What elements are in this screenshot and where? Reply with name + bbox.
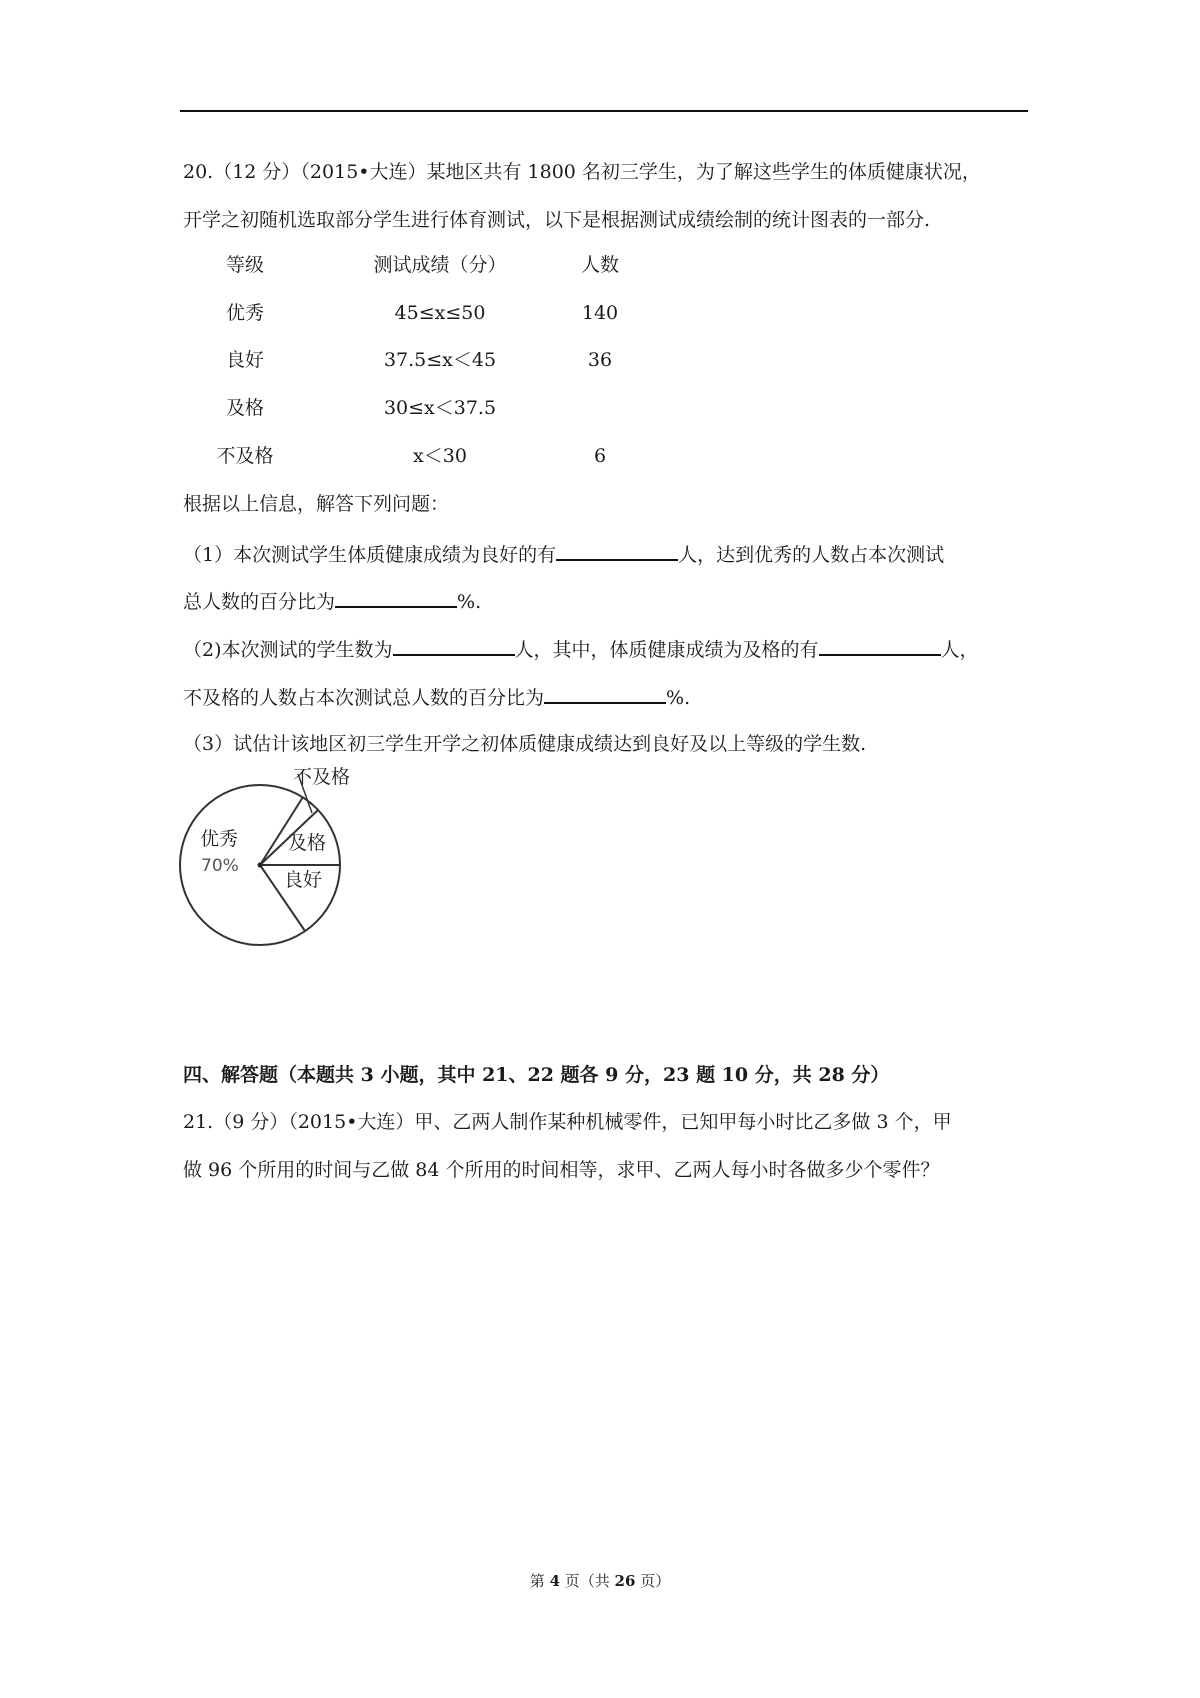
pie-label-excellent: 优秀 (200, 828, 239, 850)
footer-middle: 页（共 (560, 1572, 615, 1590)
table-cell: 不及格 (216, 445, 274, 467)
footer-suffix: 页） (635, 1572, 671, 1590)
q20-part2-text-d: 不及格的人数占本次测试总人数的百分比为 (183, 687, 545, 709)
q20-part1-line1 (183, 541, 944, 567)
footer-page-number: 4 (549, 1572, 560, 1590)
q20-part1-text-b: 人，达到优秀的人数占本次测试 (678, 544, 945, 566)
table-cell: 及格 (225, 397, 264, 419)
header-rule (180, 110, 1028, 112)
pie-label-fail: 不及格 (293, 766, 351, 788)
table-header-score: 测试成绩（分） (373, 254, 507, 276)
q20-part3: （3）试估计该地区初三学生开学之初体质健康成绩达到良好及以上等级的学生数. (183, 733, 867, 755)
table-cell: 45≤x≤50 (394, 302, 486, 324)
table-cell: 30≤x＜37.5 (383, 397, 497, 419)
answer-blank (544, 684, 666, 704)
q21-line2: 做 96 个所用的时间与乙做 84 个所用的时间相等，求甲、乙两人每小时各做多少个零件？ (183, 1159, 940, 1181)
answer-blank (819, 636, 941, 656)
footer-prefix: 第 (529, 1572, 550, 1590)
q20-part2-text-b: 人，其中，体质健康成绩为及格的有 (514, 639, 819, 661)
table-cell: 良好 (225, 349, 264, 371)
q20-part2-line2 (183, 684, 690, 710)
answer-blank (556, 541, 678, 561)
table-cell: 优秀 (225, 302, 264, 324)
q20-line1: 20.（12 分）（2015•大连）某地区共有 1800 名初三学生，为了解这些学生的体质健康状况， (183, 161, 981, 183)
q20-part2-text-a: （2)本次测试的学生数为 (183, 639, 393, 661)
pie-percent-excellent: 70% (201, 856, 239, 876)
page-footer (0, 1570, 1200, 1591)
table-cell: 36 (587, 349, 613, 371)
q20-part2-line1 (183, 636, 979, 662)
table-cell: 37.5≤x＜45 (383, 349, 497, 371)
table-cell: x＜30 (413, 445, 467, 467)
table-header-count: 人数 (580, 254, 619, 276)
q20-part1-line2 (183, 588, 481, 614)
section-4-heading: 四、解答题（本题共 3 小题，其中 21、22 题各 9 分，23 题 10 分，共 28 分） (183, 1064, 890, 1086)
q20-line2: 开学之初随机选取部分学生进行体育测试，以下是根据测试成绩绘制的统计图表的一部分. (183, 209, 931, 231)
table-header-grade: 等级 (225, 254, 264, 276)
q20-part2-text-c: 人， (940, 639, 979, 661)
q21-line1: 21.（9 分）（2015•大连）甲、乙两人制作某种机械零件，已知甲每小时比乙多做 3 个，甲 (183, 1111, 952, 1133)
q20-part2-text-e: %. (666, 687, 691, 709)
q20-part1-text-d: %. (457, 591, 482, 613)
q20-intro: 根据以上信息，解答下列问题： (183, 493, 450, 515)
q20-part1-text-c: 总人数的百分比为 (183, 591, 336, 613)
pie-chart (170, 765, 370, 965)
table-cell: 140 (581, 302, 619, 324)
answer-blank (393, 636, 515, 656)
pie-label-good: 良好 (284, 869, 323, 891)
table-cell: 6 (593, 445, 607, 467)
pie-center-dot (258, 863, 263, 868)
answer-blank (335, 588, 457, 608)
pie-label-pass: 及格 (288, 832, 327, 854)
footer-total-pages: 26 (614, 1572, 636, 1590)
q20-part1-text-a: （1）本次测试学生体质健康成绩为良好的有 (183, 544, 557, 566)
